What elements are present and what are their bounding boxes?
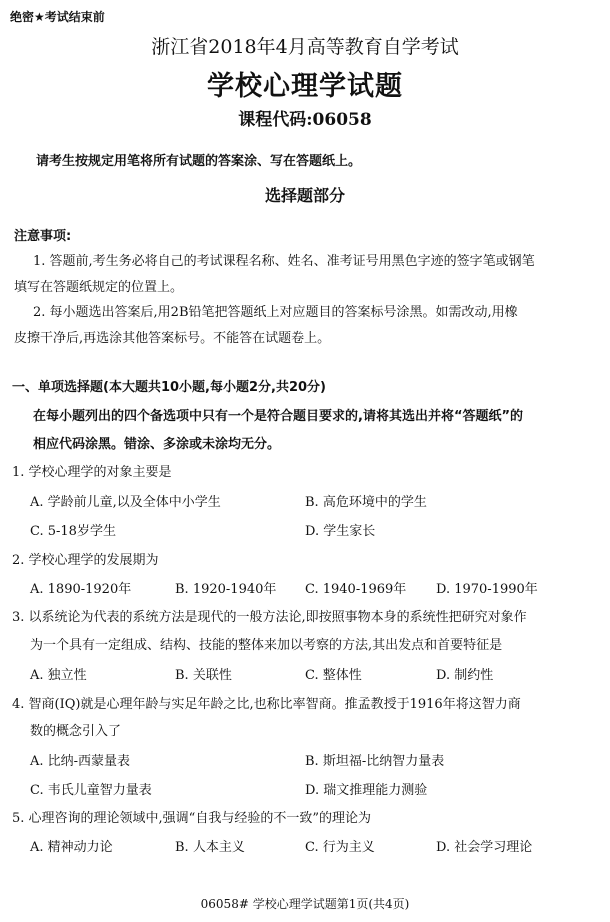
question-1-option-b: B. 高危环境中的学生: [305, 495, 427, 510]
note-1-line-1: 1. 答题前,考生务必将自己的考试课程名称、姓名、准考证号用黑色字迹的签字笔或钢笔: [33, 254, 535, 269]
question-1-option-d: D. 学生家长: [305, 524, 376, 539]
question-4-option-c: C. 韦氏儿童智力量表: [30, 783, 152, 798]
intro-text: 请考生按规定用笔将所有试题的答案涂、写在答题纸上。: [36, 154, 362, 169]
note-2-line-2: 皮擦干净后,再选涂其他答案标号。不能答在试题卷上。: [14, 331, 331, 346]
question-5-option-b: B. 人本主义: [175, 840, 245, 855]
question-3-option-d: D. 制约性: [436, 668, 494, 683]
exam-title: 浙江省2018年4月高等教育自学考试: [151, 36, 459, 58]
question-3-option-b: B. 关联性: [175, 668, 232, 683]
section-heading: 选择题部分: [264, 186, 345, 205]
question-3-option-a: A. 独立性: [30, 668, 87, 683]
question-2-option-b: B. 1920-1940年: [175, 582, 277, 597]
question-4-option-b: B. 斯坦福-比纳智力量表: [305, 754, 445, 769]
question-3-stem-line-1: 3. 以系统论为代表的系统方法是现代的一般方法论,即按照事物本身的系统性把研究对象作: [12, 610, 527, 625]
question-3-stem-line-2: 为一个具有一定组成、结构、技能的整体来加以考察的方法,其出发点和首要特征是: [30, 638, 503, 653]
question-4-option-d: D. 瑞文推理能力测验: [305, 783, 428, 798]
question-4-stem-line-2: 数的概念引入了: [30, 724, 122, 739]
note-1-line-2: 填写在答题纸规定的位置上。: [14, 280, 184, 295]
notes-title: 注意事项:: [14, 229, 72, 244]
question-5-stem: 5. 心理咨询的理论领域中,强调“自我与经验的不一致”的理论为: [12, 811, 371, 826]
question-2-option-c: C. 1940-1969年: [305, 582, 407, 597]
note-2-line-1: 2. 每小题选出答案后,用2B铅笔把答题纸上对应题目的答案标号涂黑。如需改动,用橡: [33, 305, 518, 320]
question-3-option-c: C. 整体性: [305, 668, 362, 683]
secret-label: 绝密★考试结束前: [10, 10, 105, 24]
question-5-option-c: C. 行为主义: [305, 840, 375, 855]
page-footer: 06058# 学校心理学试题第1页(共4页): [200, 897, 410, 911]
question-5-option-d: D. 社会学习理论: [436, 840, 533, 855]
question-1-option-a: A. 学龄前儿童,以及全体中小学生: [30, 495, 221, 510]
question-2-option-a: A. 1890-1920年: [30, 582, 132, 597]
question-4-stem-line-1: 4. 智商(IQ)就是心理年龄与实足年龄之比,也称比率智商。推孟教授于1916年将这智力商: [12, 697, 521, 712]
question-2-stem: 2. 学校心理学的发展期为: [12, 553, 159, 568]
paper-title: 学校心理学试题: [207, 71, 403, 102]
question-5-option-a: A. 精神动力论: [30, 840, 113, 855]
question-1-option-c: C. 5-18岁学生: [30, 524, 116, 539]
part1-instruction-line-1: 在每小题列出的四个备选项中只有一个是符合题目要求的,请将其选出并将“答题纸”的: [33, 409, 524, 424]
course-code: 课程代码:06058: [238, 110, 372, 130]
question-4-option-a: A. 比纳-西蒙量表: [30, 754, 131, 769]
part1-heading: 一、单项选择题(本大题共10小题,每小题2分,共20分): [12, 380, 326, 395]
question-2-option-d: D. 1970-1990年: [436, 582, 538, 597]
question-1-stem: 1. 学校心理学的对象主要是: [12, 465, 172, 480]
part1-instruction-line-2: 相应代码涂黑。错涂、多涂或未涂均无分。: [33, 437, 281, 452]
